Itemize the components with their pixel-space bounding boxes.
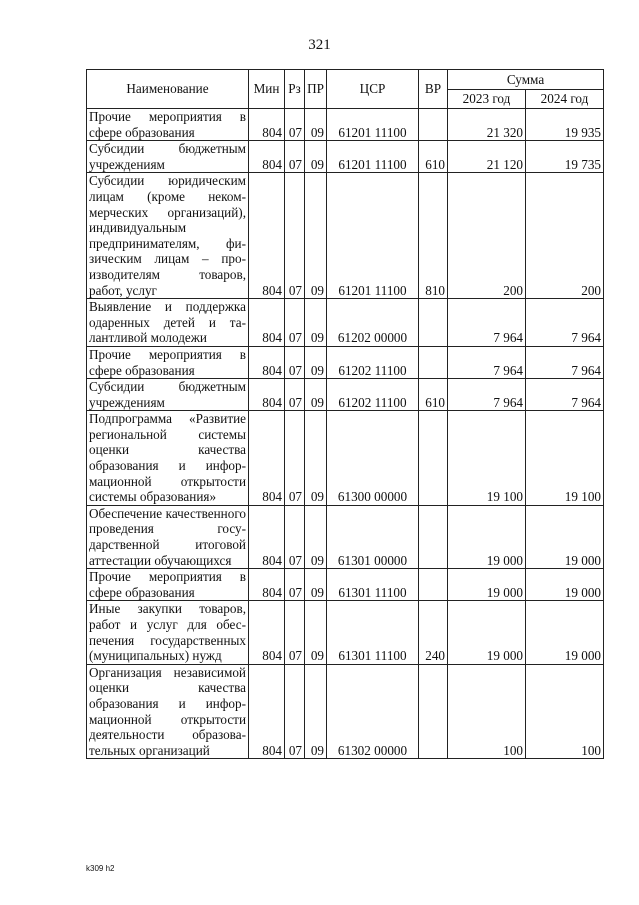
table-row [87, 601, 604, 664]
header-rz: Рз [285, 70, 305, 109]
row-vr: 610 [419, 379, 448, 411]
table-row [87, 411, 604, 506]
table-row [87, 299, 604, 347]
row-rz: 07 [285, 664, 305, 759]
row-rz: 07 [285, 601, 305, 664]
row-name: Выявление и поддержка одаренных детей и талантливой молодежи [87, 299, 249, 347]
row-rz: 07 [285, 505, 305, 568]
row-2024: 19 935 [526, 109, 604, 141]
row-min: 804 [249, 141, 285, 173]
row-min: 804 [249, 601, 285, 664]
header-2024: 2024 год [526, 90, 604, 109]
row-vr [419, 109, 448, 141]
row-name: Прочие мероприятия в сфере образования [87, 346, 249, 378]
row-vr: 810 [419, 173, 448, 299]
page-number: 321 [308, 37, 331, 53]
row-2023: 7 964 [448, 346, 526, 378]
table-row [87, 173, 604, 299]
row-2024: 19 000 [526, 569, 604, 601]
header-min: Мин [249, 70, 285, 109]
row-name: Прочие мероприятия в сфере образования [87, 569, 249, 601]
row-rz: 07 [285, 173, 305, 299]
row-name: Прочие мероприятия в сфере образования [87, 109, 249, 141]
row-pr: 09 [305, 379, 327, 411]
row-min: 804 [249, 109, 285, 141]
row-vr [419, 505, 448, 568]
row-csr: 61302 00000 [327, 664, 419, 759]
row-2024: 200 [526, 173, 604, 299]
row-vr: 610 [419, 141, 448, 173]
row-vr [419, 346, 448, 378]
table-row [87, 379, 604, 411]
row-name: Субсидии бюджетным учреждениям [87, 141, 249, 173]
row-rz: 07 [285, 411, 305, 506]
row-2024: 7 964 [526, 299, 604, 347]
row-2024: 19 100 [526, 411, 604, 506]
row-rz: 07 [285, 379, 305, 411]
row-2024: 19 000 [526, 601, 604, 664]
row-csr: 61300 00000 [327, 411, 419, 506]
row-csr: 61301 11100 [327, 601, 419, 664]
row-pr: 09 [305, 173, 327, 299]
row-name: Субсидии бюджетным учреждениям [87, 379, 249, 411]
row-vr [419, 411, 448, 506]
row-pr: 09 [305, 664, 327, 759]
row-rz: 07 [285, 346, 305, 378]
row-2024: 19 735 [526, 141, 604, 173]
row-2023: 100 [448, 664, 526, 759]
header-2023: 2023 год [448, 90, 526, 109]
row-csr: 61202 00000 [327, 299, 419, 347]
row-rz: 07 [285, 299, 305, 347]
row-min: 804 [249, 379, 285, 411]
row-rz: 07 [285, 141, 305, 173]
row-2024: 19 000 [526, 505, 604, 568]
budget-table [86, 69, 604, 759]
row-2023: 7 964 [448, 379, 526, 411]
row-2024: 7 964 [526, 346, 604, 378]
table-row [87, 664, 604, 759]
row-csr: 61202 11100 [327, 379, 419, 411]
row-pr: 09 [305, 346, 327, 378]
row-vr [419, 664, 448, 759]
row-2023: 21 320 [448, 109, 526, 141]
header-vr: ВР [419, 70, 448, 109]
row-2023: 19 000 [448, 601, 526, 664]
row-pr: 09 [305, 505, 327, 568]
table-row [87, 141, 604, 173]
row-name: Иные закупки товаров, работ и услуг для обеспечения государственных (муниципальных) нужд [87, 601, 249, 664]
row-vr: 240 [419, 601, 448, 664]
row-2023: 19 100 [448, 411, 526, 506]
row-min: 804 [249, 299, 285, 347]
table-row [87, 505, 604, 568]
row-pr: 09 [305, 141, 327, 173]
row-vr [419, 569, 448, 601]
row-csr: 61202 11100 [327, 346, 419, 378]
row-2024: 100 [526, 664, 604, 759]
row-name: Субсидии юридическим лицам (кроме некоммерческих организаций), индивидуальным предпринимателям, физическим лицам – производителям товаров, работ, услуг [87, 173, 249, 299]
row-csr: 61201 11100 [327, 109, 419, 141]
footer-code: k309 h2 [86, 864, 115, 873]
table-row [87, 346, 604, 378]
row-min: 804 [249, 569, 285, 601]
row-name: Подпрограмма «Развитие региональной системы оценки качества образования и информационной открытости системы образования» [87, 411, 249, 506]
table-row [87, 569, 604, 601]
row-min: 804 [249, 505, 285, 568]
table-row [87, 109, 604, 141]
row-csr: 61301 00000 [327, 505, 419, 568]
row-name: Обеспечение качественного проведения государственной итоговой аттестации обучающихся [87, 505, 249, 568]
row-rz: 07 [285, 569, 305, 601]
row-csr: 61301 11100 [327, 569, 419, 601]
row-2023: 200 [448, 173, 526, 299]
row-min: 804 [249, 664, 285, 759]
header-csr: ЦСР [327, 70, 419, 109]
header-name: Наименование [87, 70, 249, 109]
row-2024: 7 964 [526, 379, 604, 411]
row-2023: 7 964 [448, 299, 526, 347]
row-csr: 61201 11100 [327, 141, 419, 173]
header-pr: ПР [305, 70, 327, 109]
row-2023: 21 120 [448, 141, 526, 173]
row-pr: 09 [305, 411, 327, 506]
row-pr: 09 [305, 299, 327, 347]
row-pr: 09 [305, 109, 327, 141]
row-pr: 09 [305, 569, 327, 601]
row-2023: 19 000 [448, 569, 526, 601]
row-min: 804 [249, 173, 285, 299]
row-min: 804 [249, 411, 285, 506]
row-name: Организация независимой оценки качества образования и информационной открытости деятельности образовательных организаций [87, 664, 249, 759]
row-2023: 19 000 [448, 505, 526, 568]
row-min: 804 [249, 346, 285, 378]
row-rz: 07 [285, 109, 305, 141]
row-vr [419, 299, 448, 347]
row-csr: 61201 11100 [327, 173, 419, 299]
header-sum: Сумма [448, 70, 604, 90]
row-pr: 09 [305, 601, 327, 664]
